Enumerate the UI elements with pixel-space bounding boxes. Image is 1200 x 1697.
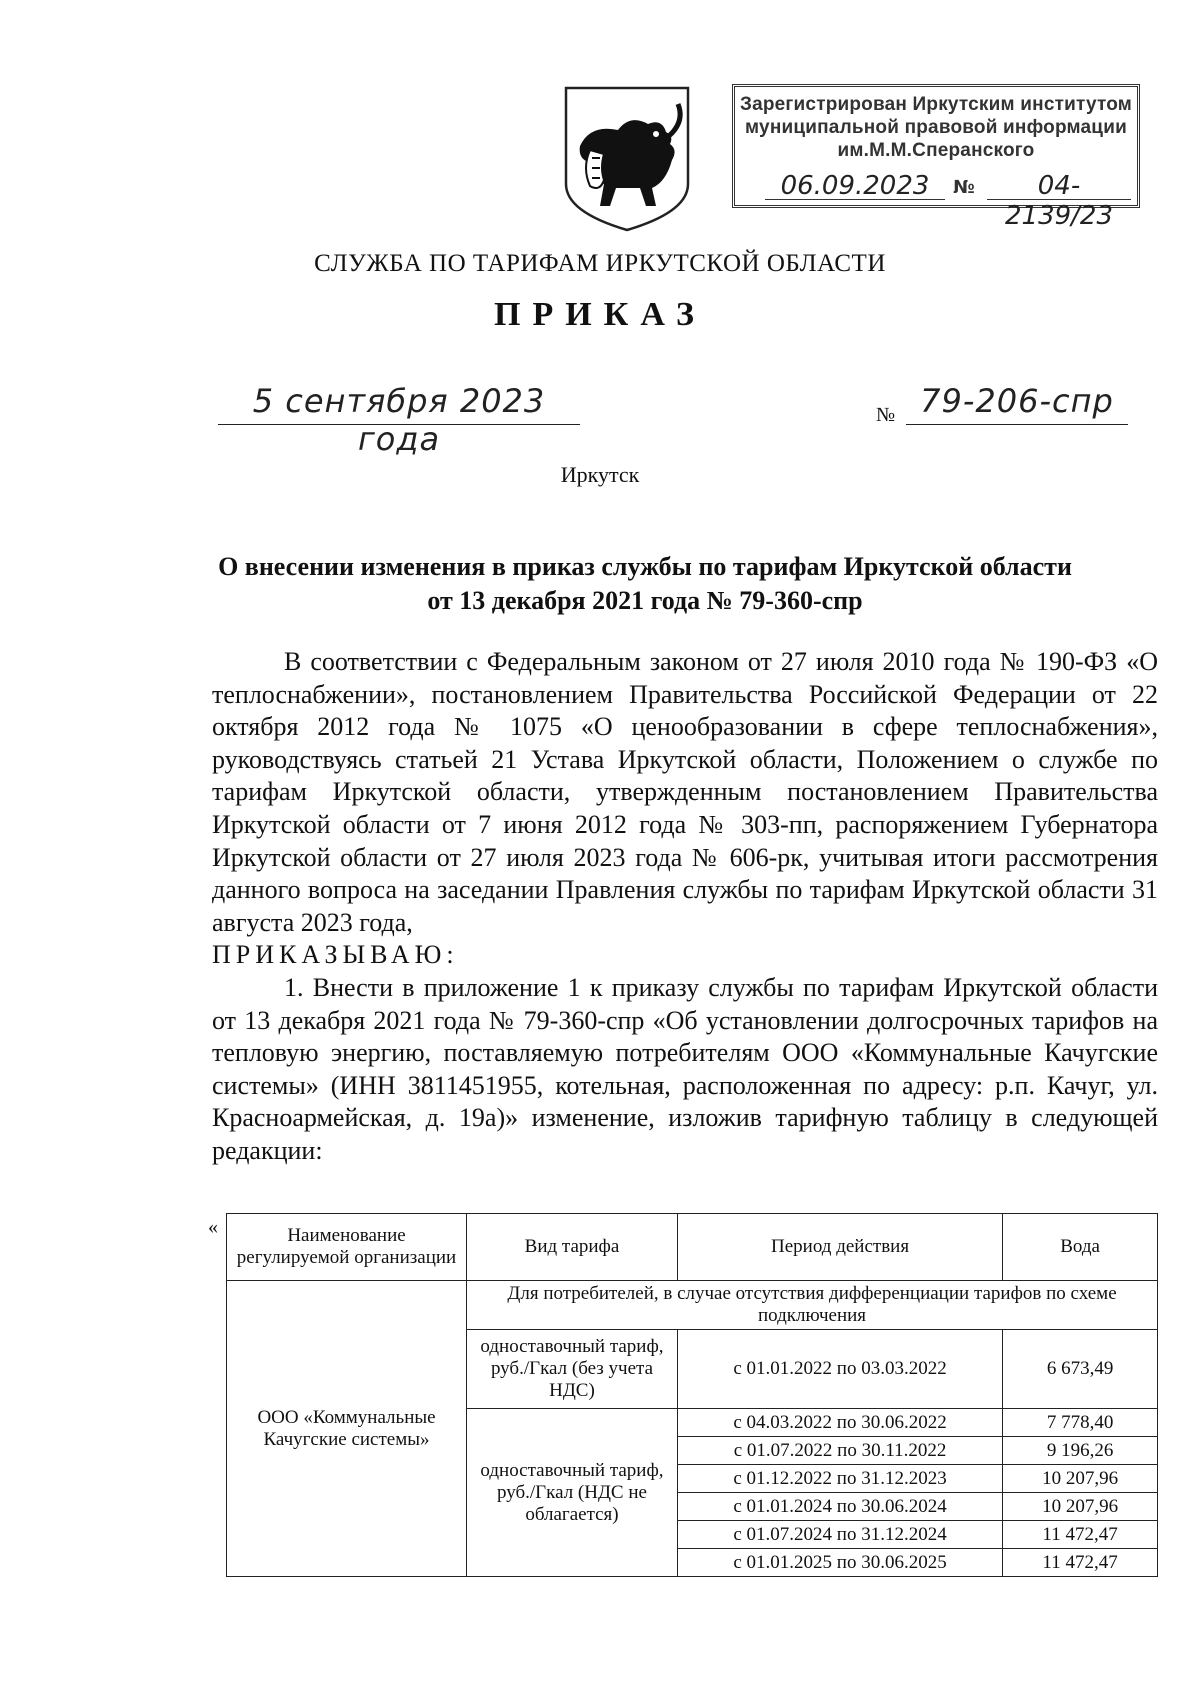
stamp-registration-date: 06.09.2023	[765, 171, 945, 200]
stamp-line-3: им.М.М.Сперанского	[837, 140, 1035, 161]
value-cell: 10 207,96	[1003, 1493, 1158, 1521]
stamp-line-2: муниципальной правовой информации	[745, 117, 1127, 138]
tariff-type-cell: одноставочный тариф, руб./Гкал (НДС не облагается)	[467, 1409, 678, 1577]
header-organization: Наименование регулируемой организации	[227, 1214, 467, 1281]
tariff-table	[226, 1213, 1158, 1577]
order-word: ПРИКАЗЫВАЮ:	[212, 940, 459, 970]
header-period: Период действия	[677, 1214, 1002, 1281]
document-body	[212, 646, 1158, 1168]
header-water: Вода	[1003, 1214, 1158, 1281]
table-open-quote: «	[208, 1216, 218, 1238]
period-cell: с 04.03.2022 по 30.06.2022	[677, 1409, 1002, 1437]
consumer-subheader: Для потребителей, в случае отсутствия дифференциации тарифов по схеме подключения	[467, 1281, 1158, 1330]
document-type: ПРИКАЗ	[494, 296, 706, 333]
value-cell: 6 673,49	[1003, 1330, 1158, 1409]
title-line-1: О внесении изменения в приказ службы по тарифам Иркутской области	[218, 552, 1072, 581]
stamp-number-sign: №	[953, 177, 975, 198]
value-cell: 7 778,40	[1003, 1409, 1158, 1437]
period-cell: с 01.01.2025 по 30.06.2025	[677, 1549, 1002, 1577]
stamp-registration-line	[745, 171, 1127, 231]
issuing-organization: СЛУЖБА ПО ТАРИФАМ ИРКУТСКОЙ ОБЛАСТИ	[314, 250, 886, 277]
period-cell: с 01.01.2024 по 30.06.2024	[677, 1493, 1002, 1521]
registration-stamp	[732, 84, 1140, 231]
table-subheader-row	[227, 1281, 1158, 1330]
tariff-type-cell: одноставочный тариф, руб./Гкал (без учета НДС)	[467, 1330, 678, 1409]
organization-cell: ООО «Коммунальные Качугские системы»	[227, 1281, 467, 1577]
item-1-paragraph: 1. Внести в приложение 1 к приказу службы по тарифам Иркутской области от 13 декабря 2021 года № 79-360-спр «Об установлении долгосрочных тарифов на тепловую энергию, поставляемую потребителям ООО «Коммунальные Качугские системы» (ИНН 3811451955, котельная, расположенная по адресу: р.п. Качуг, ул. Красноармейская, д. 19а)» изменение, изложив тарифную таблицу в следующей редакции:	[212, 972, 1158, 1165]
order-number-label: №	[876, 404, 896, 426]
period-cell: с 01.07.2024 по 31.12.2024	[677, 1521, 1002, 1549]
preamble-paragraph: В соответствии с Федеральным законом от 27 июля 2010 года № 190-ФЗ «О теплоснабжении», постановлением Правительства Российской Федерации от 22 октября 2012 года № 1075 «О ценообразовании в сфере теплоснабжения», руководствуясь статьей 21 Устава Иркутской области, Положением о службе по тарифам Иркутской области, утвержденным постановлением Правительства Иркутской области от 7 июня 2012 года № 303-пп, распоряжением Губернатора Иркутской области от 27 июля 2023 года № 606-рк, учитывая итоги рассмотрения данного вопроса на заседании Правления службы по тарифам Иркутской области 31 августа 2023 года,	[212, 647, 1158, 937]
document-title	[150, 550, 1140, 618]
order-date-handwritten: 5 сентября 2023 года	[218, 382, 580, 425]
value-cell: 11 472,47	[1003, 1549, 1158, 1577]
title-line-2: от 13 декабря 2021 года № 79-360-спр	[427, 586, 863, 615]
value-cell: 11 472,47	[1003, 1521, 1158, 1549]
stamp-line-1: Зарегистрирован Иркутским институтом	[739, 94, 1133, 115]
table-header-row	[227, 1214, 1158, 1281]
value-cell: 10 207,96	[1003, 1465, 1158, 1493]
header-tariff-type: Вид тарифа	[467, 1214, 678, 1281]
period-cell: с 01.12.2022 по 31.12.2023	[677, 1465, 1002, 1493]
value-cell: 9 196,26	[1003, 1437, 1158, 1465]
stamp-registration-number: 04-2139/23	[987, 171, 1131, 200]
period-cell: с 01.01.2022 по 03.03.2022	[677, 1330, 1002, 1409]
order-number-handwritten: 79-206-спр	[906, 382, 1128, 425]
coat-of-arms-emblem	[560, 84, 694, 232]
city: Иркутск	[560, 462, 640, 487]
period-cell: с 01.07.2022 по 30.11.2022	[677, 1437, 1002, 1465]
